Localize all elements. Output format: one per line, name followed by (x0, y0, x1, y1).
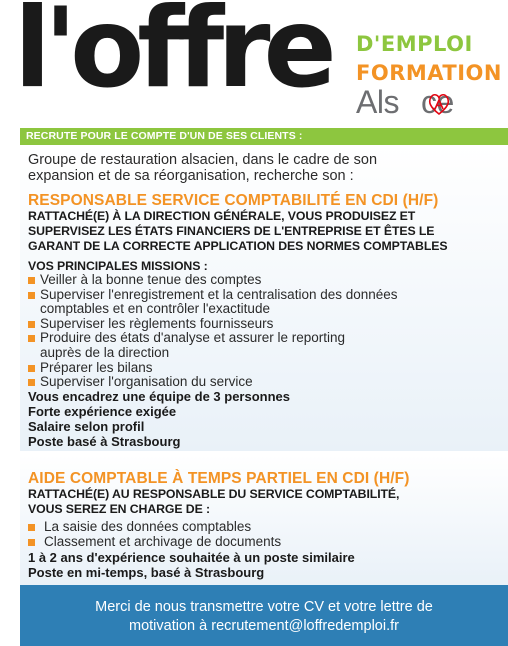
footer-prefix: motivation à (129, 618, 208, 634)
fact-line: Vous encadrez une équipe de 3 personnes (28, 389, 290, 404)
job2-subtitle-line: RATTACHÉ(E) AU RESPONSABLE DU SERVICE COMPTABILITÉ, (28, 487, 400, 501)
job1-subtitle-line: GARANT DE LA CORRECTE APPLICATION DES NORMES COMPTABLES (28, 239, 448, 253)
square-bullet-icon (28, 321, 35, 328)
recruit-banner-text: RECRUTE POUR LE COMPTE D'UN DE SES CLIENTS : (26, 130, 303, 142)
square-bullet-icon (28, 524, 35, 531)
header (0, 0, 508, 128)
contact-email-link[interactable]: recrutement@loffredemploi.fr (211, 618, 399, 634)
fact-line: Poste basé à Strasbourg (28, 434, 181, 449)
square-bullet-icon (28, 335, 35, 342)
fact-line: Forte expérience exigée (28, 404, 177, 419)
list-item: Produire des états d'analyse et assurer le reporting auprès de la direction (28, 331, 498, 360)
job2-facts (28, 550, 355, 580)
square-bullet-icon (28, 292, 35, 299)
list-item: Préparer les bilans (28, 361, 498, 376)
footer-line: Merci de nous transmettre votre CV et votre lettre de (95, 599, 433, 615)
list-item: La saisie des données comptables (28, 520, 498, 535)
job1-facts (28, 389, 290, 449)
tasks-list (28, 520, 498, 549)
list-item: Superviser les règlements fournisseurs (28, 317, 498, 332)
recruit-banner (20, 128, 508, 145)
contact-footer (20, 585, 508, 646)
job1-title: RESPONSABLE SERVICE COMPTABILITÉ EN CDI (H/F) (28, 192, 439, 209)
missions-heading: VOS PRINCIPALES MISSIONS : (28, 259, 208, 273)
fact-line: Poste en mi-temps, basé à Strasbourg (28, 565, 265, 580)
logo-line-formation: FORMATION (356, 61, 502, 85)
square-bullet-icon (28, 539, 35, 546)
list-item: Classement et archivage de documents (28, 535, 498, 550)
list-item: Veiller à la bonne tenue des comptes (28, 273, 498, 288)
job2-title: AIDE COMPTABLE À TEMPS PARTIEL EN CDI (H/F) (28, 470, 410, 487)
missions-list (28, 273, 498, 390)
footer-line (20, 618, 508, 634)
job1-subtitle-line: RATTACHÉ(E) À LA DIRECTION GÉNÉRALE, VOUS PRODUISEZ ET (28, 209, 416, 223)
square-bullet-icon (28, 277, 35, 284)
square-bullet-icon (28, 365, 35, 372)
logo-line-emploi: D'EMPLOI (356, 32, 473, 56)
alsace-heart-icon (428, 92, 450, 116)
job2-subtitle (28, 487, 498, 517)
logo-alsace-post: ce (420, 84, 454, 120)
fact-line: 1 à 2 ans d'expérience souhaitée à un poste similaire (28, 550, 355, 565)
intro-line: expansion et de sa réorganisation, recherche son : (28, 168, 354, 184)
square-bullet-icon (28, 379, 35, 386)
intro-line: Groupe de restauration alsacien, dans le cadre de son (28, 152, 378, 168)
job1-subtitle-line: SUPERVISEZ LES ÉTATS FINANCIERS DE L'ENTREPRISE ET ÊTES LE (28, 224, 435, 238)
logo-alsace-pre: Als (356, 84, 399, 120)
job1-subtitle (28, 209, 498, 254)
list-item: Superviser l'enregistrement et la centralisation des données comptables et en contrôler l'exactitude (28, 288, 498, 317)
fact-line: Salaire selon profil (28, 419, 145, 434)
job2-subtitle-line: VOUS SEREZ EN CHARGE DE : (28, 502, 210, 516)
logo-wordmark: l'offre (14, 0, 330, 113)
list-item: Superviser l'organisation du service (28, 375, 498, 390)
intro-text (28, 152, 498, 184)
